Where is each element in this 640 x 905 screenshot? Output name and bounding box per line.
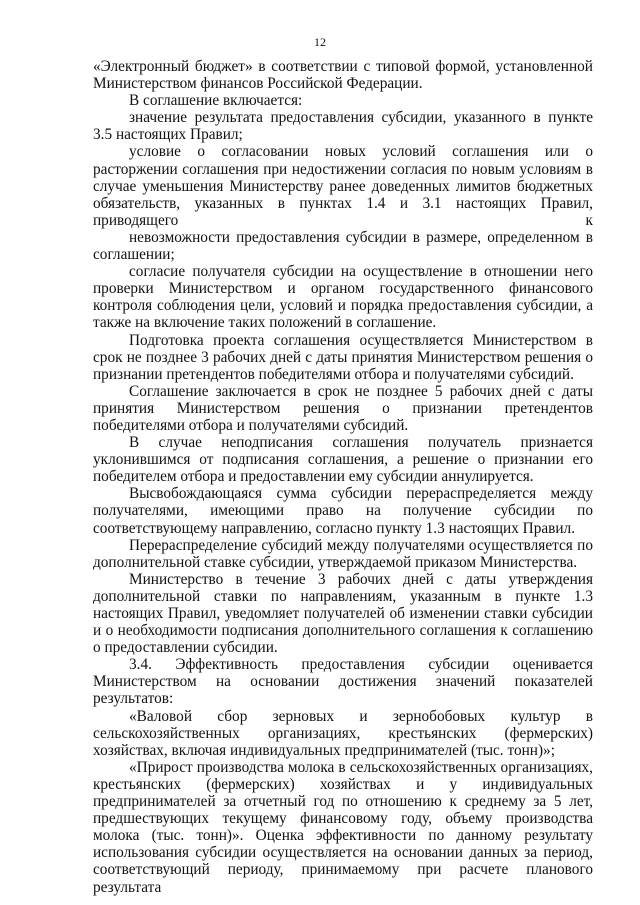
paragraph: В случае неподписания соглашения получатель признается уклонившимся от подписания соглашения, а решение о признании его победителем отбора и предоставлении ему субсидии аннулируется. <box>93 434 593 486</box>
paragraph: Перераспределение субсидий между получателями осуществляется по дополнительной ставке субсидии, утверждаемой приказом Министерства. <box>93 536 593 571</box>
paragraph: значение результата предоставления субсидии, указанного в пункте 3.5 настоящих Правил; <box>93 109 593 144</box>
paragraph: условие о согласовании новых условий соглашения или о расторжении соглашения при недостижении согласия по новым условиям в случае уменьшения Министерству ранее доведенных лимитов бюджетных обязательств, указанных в пунктах 1.4 и 3.1 настоящих Правил, приводящего к <box>93 143 593 229</box>
paragraph: Министерство в течение 3 рабочих дней с даты утверждения дополнительной ставки по направлениям, указанным в пункте 1.3 настоящих Правил, уведомляет получателей об изменении ставки субсидии и о необходимости подписания дополнительного соглашения к соглашению о предоставлении субсидии. <box>93 570 593 657</box>
paragraph: 3.4. Эффективность предоставления субсидии оценивается Министерством на основании достижения значений показателей результатов: <box>93 656 593 708</box>
paragraph: невозможности предоставления субсидии в размере, определенном в соглашении; <box>93 228 593 264</box>
paragraph: В соглашение включается: <box>129 92 303 110</box>
paragraph: «Прирост производства молока в сельскохозяйственных организациях, крестьянских (фермерских) хозяйствах и у индивидуальных предпринимателей за отчетный год по отношению к среднему за 5 лет, предшествующих текущему финансовому году, объему производства молока (тыс. тонн)». Оценка эффективности по данному результату использования субсидии осуществляется на основании данных за период, соответствующий периоду, принимаемому при расчете планового результата <box>93 758 593 896</box>
document-body <box>93 58 593 896</box>
paragraph: «Электронный бюджет» в соответствии с типовой формой, установленной Министерством финансов Российской Федерации. <box>93 58 593 93</box>
page-number: 12 <box>314 35 326 49</box>
paragraph: Подготовка проекта соглашения осуществляется Министерством в срок не позднее 3 рабочих дней с даты принятия Министерством решения о признании претендентов победителями отбора и получателями субсидий. <box>93 331 593 383</box>
paragraph: «Валовой сбор зерновых и зернобобовых культур в сельскохозяйственных организациях, крестьянских (фермерских) хозяйствах, включая индивидуальных предпринимателей (тыс. тонн)»; <box>93 707 593 759</box>
paragraph: согласие получателя субсидии на осуществление в отношении него проверки Министерством и органом государственного финансового контроля соблюдения цели, условий и порядка предоставления субсидии, а также на включение таких положений в соглашение. <box>93 263 593 332</box>
paragraph: Высвобождающаяся сумма субсидии перераспределяется между получателями, имеющими право на получение субсидии по соответствующему направлению, согласно пункту 1.3 настоящих Правил. <box>93 485 593 537</box>
paragraph: Соглашение заключается в срок не позднее 5 рабочих дней с даты принятия Министерством решения о признании претендентов победителями отбора и получателями субсидий. <box>93 382 593 434</box>
